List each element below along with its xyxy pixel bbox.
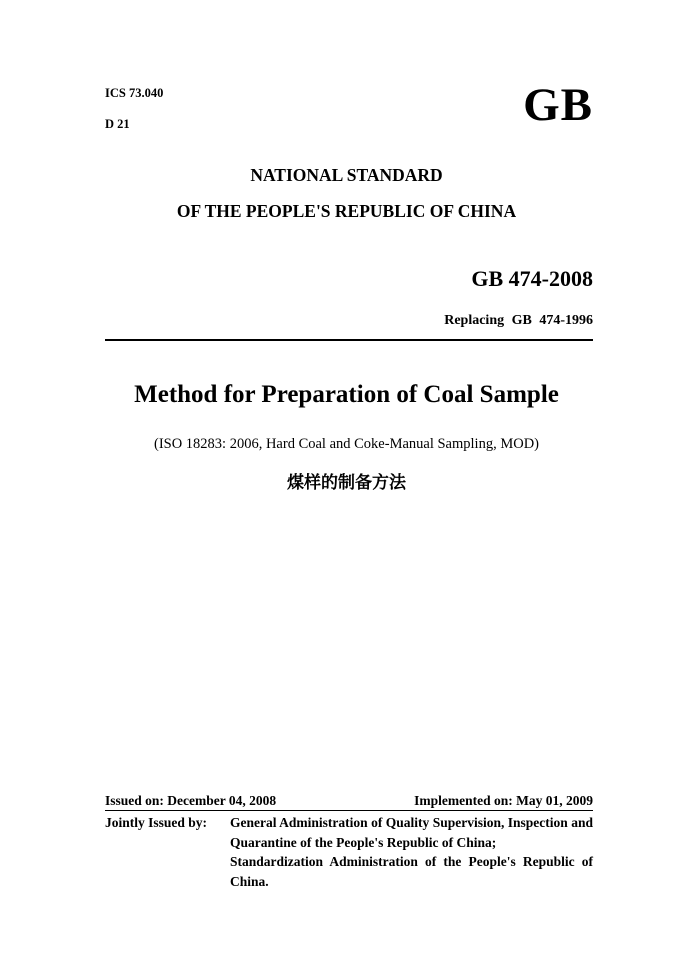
ics-code: ICS 73.040 bbox=[105, 86, 164, 100]
chinese-title: 煤样的制备方法 bbox=[287, 473, 406, 492]
issuer-1: General Administration of Quality Supervision, Inspection and Quarantine of the People's Republic of China; bbox=[230, 815, 593, 850]
doc-class-code: D 21 bbox=[105, 117, 130, 131]
gb-logo: GB bbox=[523, 79, 593, 131]
issuer-2: Standardization Administration of the People's Republic of China. bbox=[230, 854, 593, 889]
document-title: Method for Preparation of Coal Sample bbox=[134, 381, 559, 408]
iso-reference: (ISO 18283: 2006, Hard Coal and Coke-Manual Sampling, MOD) bbox=[153, 436, 539, 452]
replacing-note: Replacing GB 474-1996 bbox=[444, 313, 593, 328]
issued-date: Issued on: December 04, 2008 bbox=[105, 793, 277, 808]
standard-number: GB 474-2008 bbox=[471, 266, 593, 291]
standard-heading-line2: OF THE PEOPLE'S REPUBLIC OF CHINA bbox=[176, 201, 517, 221]
jointly-issued-label: Jointly Issued by: bbox=[105, 815, 208, 830]
issuers-block bbox=[105, 813, 593, 891]
standard-heading-line1: NATIONAL STANDARD bbox=[250, 165, 443, 185]
dates-row bbox=[105, 793, 593, 809]
footer-divider-line bbox=[105, 810, 593, 811]
implemented-date: Implemented on: May 01, 2009 bbox=[414, 793, 593, 808]
header-divider-line bbox=[105, 339, 593, 341]
